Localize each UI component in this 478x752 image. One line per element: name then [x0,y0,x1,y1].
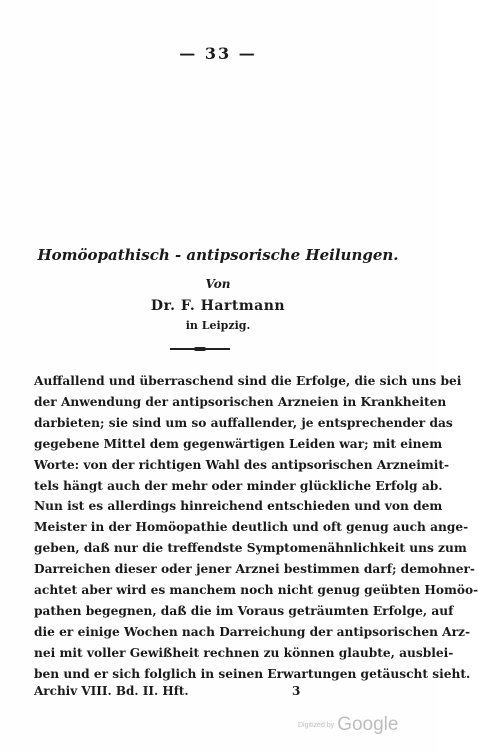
text-line: gegebene Mittel dem gegenwärtigen Leiden war; mit einem [34,436,443,451]
body-paragraph [34,371,478,685]
sheet-number: 3 [292,684,301,698]
text-line: Auffallend und überraschend sind die Erfolge, die sich uns bei [34,374,462,388]
page-number: — 33 — [179,44,257,63]
text-line: geben, daß nur die treffendste Symptomenähnlichkeit uns zum [34,541,467,556]
text-line: tels hängt auch der mehr oder minder glückliche Erfolg ab. [34,478,443,493]
article-title: Homöopathisch - antipsorische Heilungen. [37,246,399,264]
text-line: Nun ist es allerdings hinreichend entschieden und von dem [34,499,443,514]
text-line: Meister in der Homöopathie deutlich und oft genug auch ange- [34,520,469,535]
text-line: pathen begegnen, daß die im Voraus geträumten Erfolge, auf [34,603,454,618]
text-line: die er einige Wochen nach Darreichung der antipsorischen Arz- [34,624,471,639]
author-place: in Leipzig. [185,319,251,332]
byline-von: Von [205,277,231,291]
text-line: Darreichen dieser oder jener Arznei bestimmen darf; demohner- [34,562,475,577]
text-line: darbieten; sie sind um so auffallender, je entsprechender das [34,415,453,430]
text-line: nei mit voller Gewißheit rechnen zu können glaubte, ausblei- [34,645,454,660]
text-line: der Anwendung der antipsorischen Arzneien in Krankheiten [34,394,447,409]
author-name: Dr. F. Hartmann [150,298,286,314]
text-line: ben und er sich folglich in seinen Erwartungen getäuscht sieht. [34,666,471,681]
ornamental-rule [170,348,230,350]
text-line: achtet aber wird es manchem noch nicht genug geübten Homöo- [34,583,478,598]
signature-mark: Archiv VIII. Bd. II. Hft. [34,684,189,698]
watermark-prefix: Digitized by [298,721,335,729]
watermark-brand: Google [337,714,399,735]
text-line: Worte: von der richtigen Wahl des antipsorischen Arzneimit- [34,457,450,472]
digitized-watermark [298,714,398,736]
